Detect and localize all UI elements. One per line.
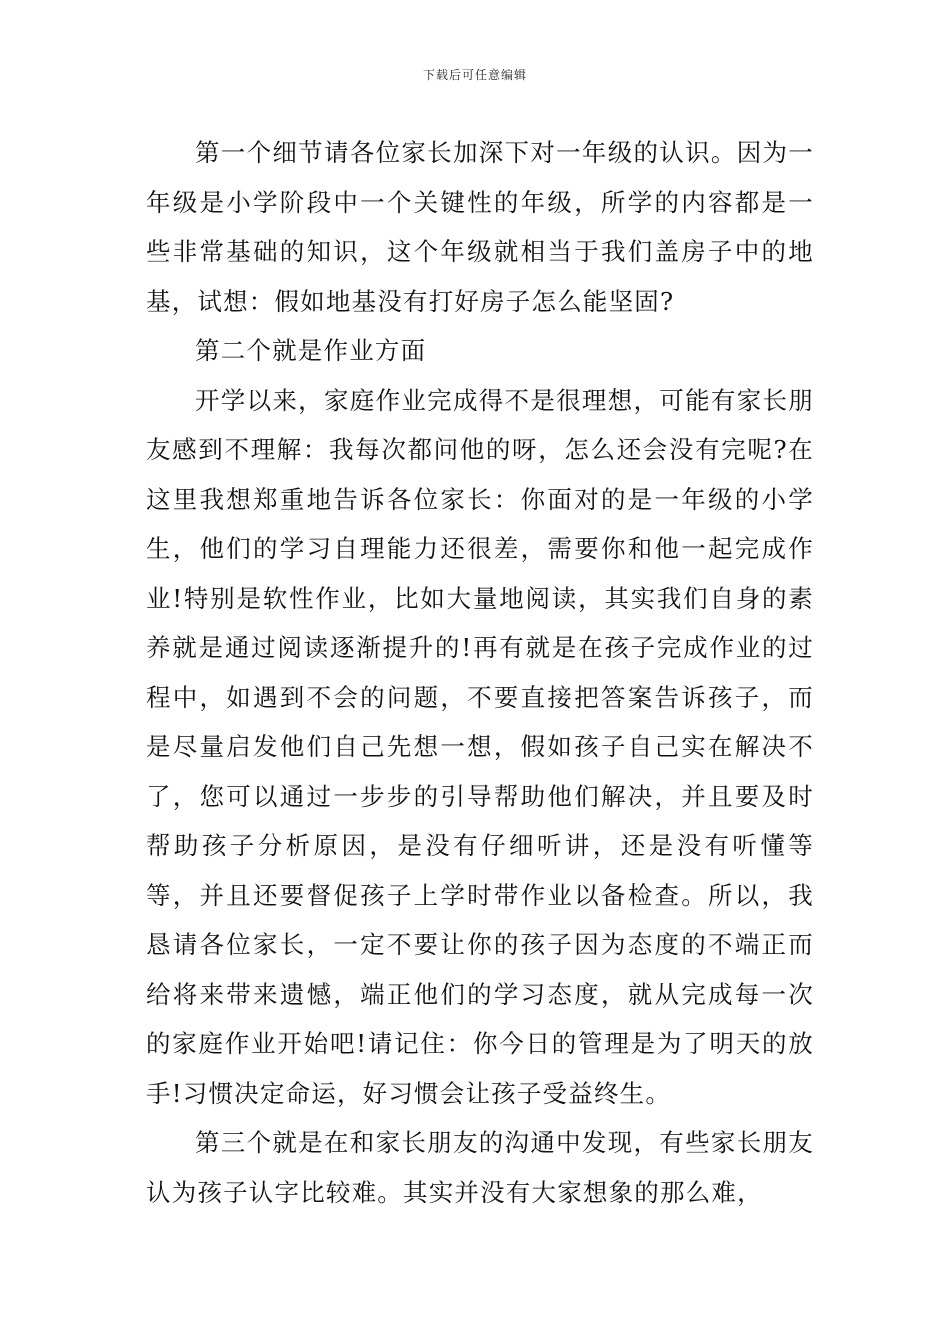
header-note: 下载后可任意编辑 xyxy=(422,68,527,82)
paragraph-3: 开学以来，家庭作业完成得不是很理想，可能有家长朋友感到不理解：我每次都问他的呀，怎么还会没有完呢?在这里我想郑重地告诉各位家长：你面对的是一年级的小学生，他们的学习自理能力还很差，需要你和他一起完成作业!特别是软性作业，比如大量地阅读，其实我们自身的素养就是通过阅读逐渐提升的!再有就是在孩子完成作业的过程中，如遇到不会的问题，不要直接把答案告诉孩子，而是尽量启发他们自己先想一想，假如孩子自己实在解决不了，您可以通过一步步的引导帮助他们解决，并且要及时帮助孩子分析原因，是没有仔细听讲，还是没有听懂等等，并且还要督促孩子上学时带作业以备检查。所以，我恳请各位家长，一定不要让你的孩子因为态度的不端正而给将来带来遗憾，端正他们的学习态度，就从完成每一次的家庭作业开始吧!请记住：你今日的管理是为了明天的放手!习惯决定命运，好习惯会让孩子受益终生。 xyxy=(146,385,814,1108)
paragraph-4: 第三个就是在和家长朋友的沟通中发现，有些家长朋友认为孩子认字比较难。其实并没有大家想象的那么难， xyxy=(146,1128,814,1207)
paragraph-1: 第一个细节请各位家长加深下对一年级的认识。因为一年级是小学阶段中一个关键性的年级，所学的内容都是一些非常基础的知识，这个年级就相当于我们盖房子中的地基，试想：假如地基没有打好房子怎么能坚固? xyxy=(146,138,814,316)
paragraph-2: 第二个就是作业方面 xyxy=(195,336,427,365)
document-body xyxy=(146,128,814,1217)
